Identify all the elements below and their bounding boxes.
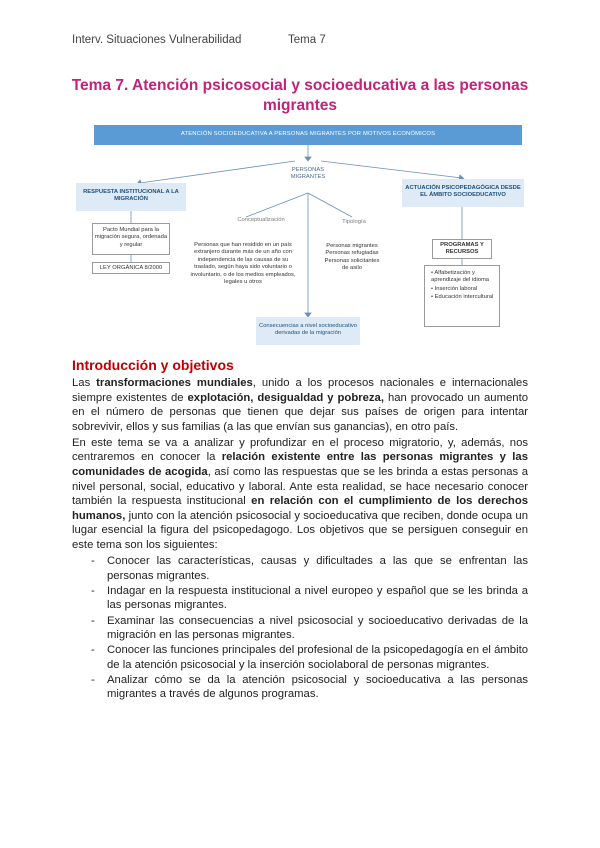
- objectives-list: [72, 554, 528, 702]
- section-title: Introducción y objetivos: [72, 357, 234, 373]
- diagram-top-banner: ATENCIÓN SOCIOEDUCATIVA A PERSONAS MIGRANTES POR MOTIVOS ECONÓMICOS: [94, 125, 522, 145]
- concept-map-diagram: [70, 121, 530, 351]
- diagram-pacto-box: Pacto Mundial para la migración segura, ordenada y regular: [92, 223, 170, 255]
- diagram-left-box: RESPUESTA INSTITUCIONAL A LA MIGRACIÓN: [76, 183, 186, 211]
- page-header: [72, 34, 326, 46]
- diagram-ley-box: LEY ORGÁNICA 8/2000: [92, 262, 170, 274]
- diagram-tipologia-label: Tipología: [342, 219, 366, 225]
- intro-paragraph-1: Las transformaciones mundiales, unido a los procesos nacionales e internacionales siempre existentes de explotación, desigualdad y pobreza, han provocado un aumento en el número de personas que tienen que dejar sus países de origen para intentar sobrevivir, ellos y sus familias (a las que envían sus ganancias), en otro país.: [72, 377, 528, 433]
- page-title: Tema 7. Atención psicosocial y socioeducativa a las personas migrantes: [71, 77, 529, 114]
- intro-paragraph-2: En este tema se va a analizar y profundizar en el proceso migratorio, y, además, nos centraremos en conocer la relación existente entre las personas migrantes y las comunidades de acogida, así como las respuestas que se les brinda a estas personas a nivel personal, social, educativo y laboral. Ante esta realidad, se hace necesario conocer también la respuesta institucional en relación con el cumplimiento de los derechos humanos, junto con la atención psicosocial y socioeducativa que reciben, donde ocupa un lugar esencial la figura del psicopedagogo. Los objetivos que se persiguen conseguir en este tema son los siguientes:: [72, 436, 529, 552]
- objective-item: - Examinar las consecuencias a nivel psicosocial y socioeducativo derivadas de la migración en las personas migrantes.: [91, 614, 528, 642]
- objective-item: - Indagar en la respuesta institucional a nivel europeo y español que se les brinda a las personas migrantes.: [91, 584, 528, 612]
- course-name: Interv. Situaciones Vulnerabilidad: [72, 34, 242, 46]
- diagram-programas-list: [424, 265, 500, 327]
- objective-item: - Conocer las características, causas y dificultades a las que se enfrentan las personas migrantes.: [91, 555, 528, 582]
- objective-item: - Analizar cómo se da la atención psicosocial y socioeducativa a las personas migrantes a través de algunos programas.: [91, 673, 528, 701]
- diagram-tipologia-text: Personas migrantes Personas refugiadas Personas solicitantes de asilo: [324, 243, 380, 272]
- programas-item: • Inserción laboral: [431, 285, 478, 292]
- diagram-bottom-box: Consecuencias a nivel socioeducativo derivadas de la migración: [256, 317, 360, 345]
- diagram-concept-label: Conceptualización: [237, 217, 285, 223]
- topic-label: Tema 7: [288, 34, 326, 46]
- diagram-programas-box: PROGRAMAS Y RECURSOS: [432, 239, 492, 259]
- body-text: [72, 376, 528, 703]
- programas-item: • Educación intercultural: [431, 294, 494, 301]
- objective-item: - Conocer las funciones principales del profesional de la psicopedagogía en el ámbito de la atención psicosocial y la inserción sociolaboral de personas migrantes.: [91, 644, 528, 671]
- diagram-center-node: PERSONAS MIGRANTES: [290, 167, 326, 181]
- diagram-concept-text: Personas que han residido en un país extranjero durante más de un año con independencia de las causas de su traslado, según haya sido voluntario o involuntario, o de los medios empleados, legales u otros: [190, 242, 296, 286]
- programas-item: • Alfabetización y aprendizaje del idioma: [431, 270, 490, 284]
- diagram-right-box: ACTUACIÓN PSICOPEDAGÓGICA DESDE EL ÁMBITO SOCIOEDUCATIVO: [402, 179, 524, 207]
